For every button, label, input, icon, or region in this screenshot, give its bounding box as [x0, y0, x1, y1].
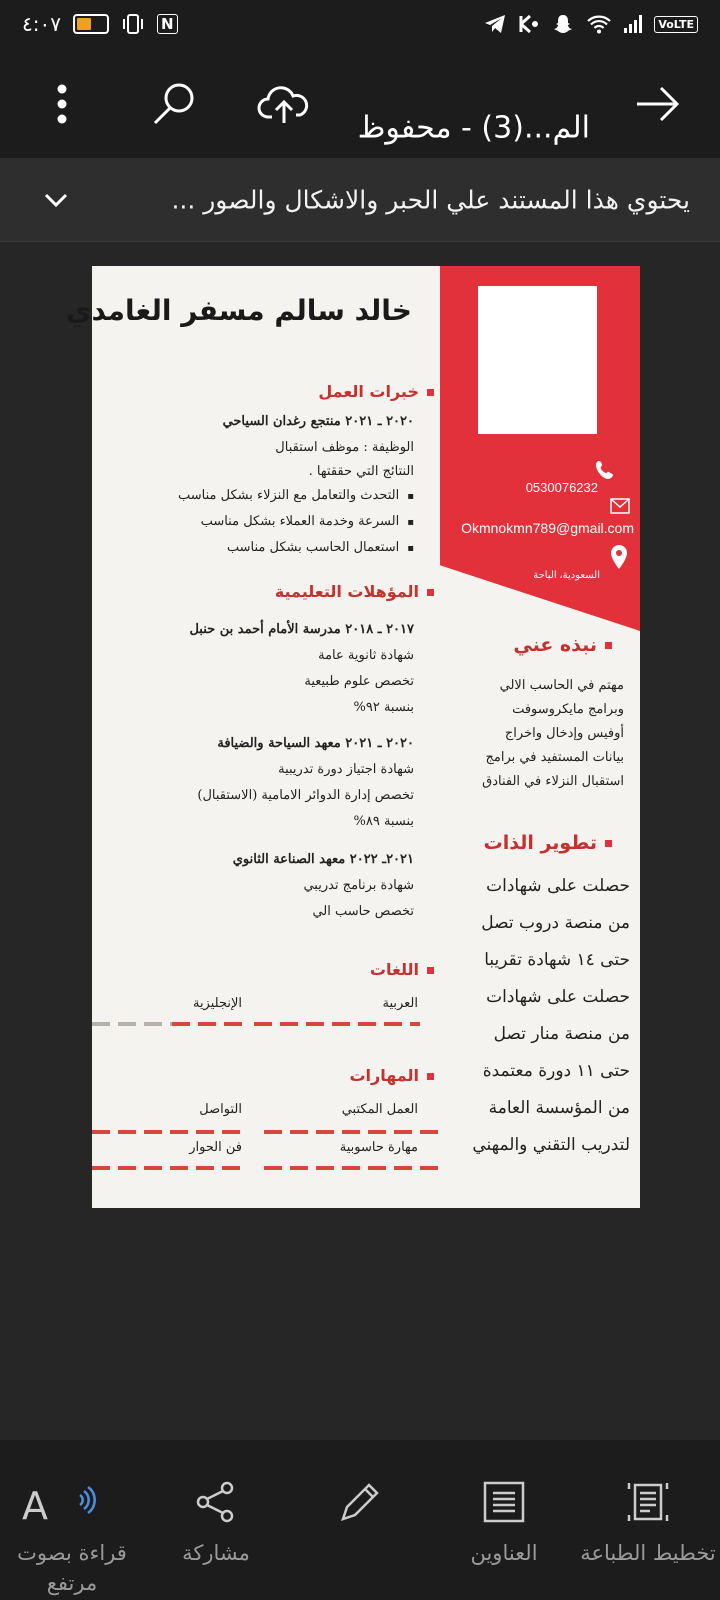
- share-icon: [186, 1472, 246, 1532]
- about-line-3: أوفيس وإدخال واخراج: [504, 726, 624, 741]
- nfc-icon: N: [157, 14, 178, 34]
- pen-icon: [330, 1472, 390, 1532]
- chevron-down-icon[interactable]: [38, 182, 74, 218]
- section-skills-label: المهارات: [349, 1066, 419, 1085]
- draw-button[interactable]: [288, 1440, 432, 1600]
- section-experience-label: خبرات العمل: [318, 382, 419, 401]
- volte-icon: VoLTE: [654, 16, 698, 33]
- status-bar: [0, 0, 720, 48]
- self-dev-line-8: لتدريب التقني والمهني: [472, 1135, 630, 1155]
- status-right: [484, 13, 698, 35]
- skill-office-work: العمل المكتبي: [341, 1102, 418, 1117]
- language-english: الإنجليزية: [192, 996, 242, 1011]
- education-3-head: ٢٠٢١ـ ٢٠٢٢ معهد الصناعة الثانوي: [232, 852, 414, 867]
- section-bullet: [427, 589, 434, 596]
- education-1-line-1: شهادة ثانوية عامة: [318, 648, 414, 663]
- more-vert-icon: [56, 84, 68, 124]
- self-dev-line-4: حصلت على شهادات: [486, 987, 630, 1007]
- self-dev-line-1: حصلت على شهادات: [486, 876, 630, 896]
- section-education-title: [275, 582, 434, 601]
- battery-icon: [73, 14, 109, 34]
- upload-cloud-button[interactable]: [256, 76, 312, 132]
- education-1-line-2: تخصص علوم طبيعية: [304, 674, 414, 689]
- self-dev-line-6: حتى ١١ دورة معتمدة: [482, 1061, 630, 1081]
- skill-dialogue: فن الحوار: [189, 1140, 242, 1155]
- experience-bullet-3: ▪ استعمال الحاسب بشكل مناسب: [227, 536, 414, 561]
- location-text: السعودية، الباحة: [533, 570, 600, 581]
- share-label: مشاركة: [182, 1541, 250, 1565]
- experience-line-1: ٢٠٢٠ ـ ٢٠٢١ منتجع رغدان السياحي: [222, 414, 414, 429]
- section-about-label: نبذه عني: [513, 634, 597, 656]
- photo-placeholder: [478, 286, 597, 434]
- self-dev-line-5: من منصة منار تصل: [493, 1024, 630, 1044]
- telegram-icon: [484, 14, 506, 34]
- section-experience-title: [318, 382, 434, 401]
- self-dev-line-3: حتى ١٤ شهادة تقريبا: [484, 950, 630, 970]
- headings-label: العناوين: [470, 1541, 538, 1565]
- search-icon: [151, 81, 197, 127]
- skill-computer-bar: [264, 1166, 440, 1170]
- email-address: Okmnokmn789@gmail.com: [461, 520, 634, 536]
- banner-text: يحتوي هذا المستند علي الحبر والاشكال والصور ...: [171, 185, 690, 215]
- bottom-toolbar: [0, 1440, 720, 1600]
- education-2-line-3: بنسبة ٨٩%: [353, 814, 414, 829]
- back-button[interactable]: [630, 76, 686, 132]
- arrow-forward-icon: [635, 86, 681, 122]
- skill-office-work-bar: [264, 1130, 440, 1134]
- location-icon: [610, 544, 628, 570]
- status-left: [22, 12, 178, 36]
- education-2-line-1: شهادة اجتياز دورة تدريبية: [278, 762, 414, 777]
- section-bullet: [427, 1073, 434, 1080]
- section-self-dev-title: [484, 832, 612, 854]
- self-dev-line-7: من المؤسسة العامة: [488, 1098, 630, 1118]
- skill-communication: التواصل: [199, 1102, 242, 1117]
- section-bullet: [605, 840, 612, 847]
- section-skills-title: [349, 1066, 434, 1085]
- experience-line-2: الوظيفة : موظف استقبال: [275, 440, 414, 455]
- skill-communication-bar: [92, 1130, 242, 1134]
- education-3-line-2: تخصص حاسب الي: [312, 904, 414, 919]
- app-k-icon: [518, 14, 540, 34]
- document-page[interactable]: [65, 266, 640, 1208]
- app-bar: [0, 48, 720, 158]
- read-aloud-button[interactable]: [0, 1440, 144, 1600]
- phone-icon: [594, 458, 618, 480]
- skill-dialogue-bar: [92, 1166, 242, 1170]
- clock: ٤:٠٧: [22, 12, 61, 36]
- snapchat-icon: [552, 13, 574, 35]
- document-title[interactable]: الم...(3) - محفوظ: [357, 110, 590, 146]
- skill-computer: مهارة حاسوبية: [339, 1140, 418, 1155]
- section-bullet: [427, 389, 434, 396]
- share-button[interactable]: [144, 1440, 288, 1600]
- section-bullet: [605, 642, 612, 649]
- phone-number: 0530076232: [525, 480, 598, 495]
- read-aloud-label: قراءة بصوت مرتفع: [17, 1541, 127, 1595]
- section-self-dev-label: تطوير الذات: [483, 832, 597, 854]
- language-english-level-bar: [172, 1022, 242, 1026]
- self-dev-line-2: من منصة دروب تصل: [481, 913, 630, 933]
- about-line-4: بيانات المستفيد في برامج: [485, 750, 624, 765]
- section-education-label: المؤهلات التعليمية: [274, 582, 419, 601]
- svg-text:A: A: [22, 1484, 48, 1528]
- headings-icon: [474, 1472, 534, 1532]
- education-2-line-2: تخصص إدارة الدوائر الامامية (الاستقبال): [197, 788, 414, 803]
- wifi-icon: [586, 14, 612, 34]
- headings-button[interactable]: [432, 1440, 576, 1600]
- education-2-head: ٢٠٢٠ ـ ٢٠٢١ معهد السياحة والضيافة: [217, 736, 414, 751]
- language-arabic: العربية: [382, 996, 418, 1011]
- info-banner[interactable]: [0, 158, 720, 242]
- cloud-upload-icon: [258, 83, 310, 125]
- email-icon: [610, 498, 630, 514]
- language-arabic-level-bar: [254, 1022, 420, 1026]
- about-line-1: مهتم في الحاسب الالي: [499, 678, 624, 693]
- resume-name: خالد سالم مسفر الغامدي: [65, 294, 412, 327]
- search-button[interactable]: [146, 76, 202, 132]
- education-3-line-1: شهادة برنامج تدريبي: [303, 878, 414, 893]
- section-bullet: [427, 967, 434, 974]
- signal-icon: [624, 15, 642, 33]
- read-aloud-icon: [22, 1472, 102, 1532]
- about-line-5: استقبال النزلاء في الفنادق: [482, 774, 624, 789]
- experience-line-3: النتائج التي حققتها .: [308, 464, 414, 479]
- more-options-button[interactable]: [34, 76, 90, 132]
- education-1-line-3: بنسبة ٩٢%: [353, 700, 414, 715]
- language-english-remaining-bar: [92, 1022, 172, 1026]
- print-layout-label: تخطيط الطباعة: [580, 1541, 716, 1565]
- about-line-2: وبرامج مايكروسوفت: [512, 702, 624, 717]
- print-layout-icon: [618, 1472, 678, 1532]
- education-1-head: ٢٠١٧ ـ ٢٠١٨ مدرسة الأمام أحمد بن حنبل: [189, 622, 414, 637]
- print-layout-button[interactable]: [576, 1440, 720, 1600]
- experience-bullet-2: ▪ السرعة وخدمة العملاء بشكل مناسب: [201, 510, 414, 535]
- section-languages-title: [370, 960, 434, 979]
- section-languages-label: اللغات: [369, 960, 419, 979]
- section-about-title: [513, 634, 612, 656]
- experience-bullet-1: ▪ التحدث والتعامل مع النزلاء بشكل مناسب: [178, 484, 414, 509]
- vibrate-icon: [121, 13, 145, 35]
